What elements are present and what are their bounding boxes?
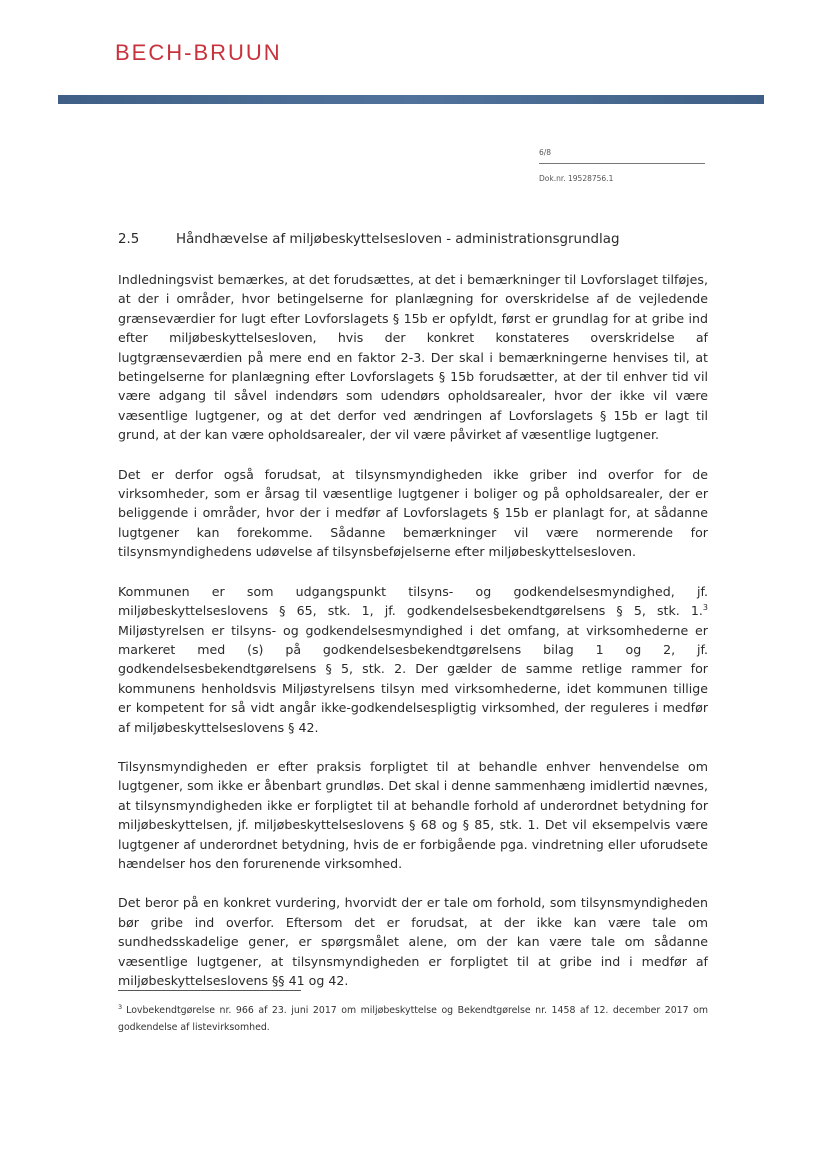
paragraph-3-text-start: Kommunen er som udgangspunkt tilsyns- og godkendelsesmyndighed, jf. miljøbeskyttelseslovens § 65, stk. 1, jf. godkendelsesbekendtgørelsens § 5, stk. 1. — [118, 583, 708, 619]
footnote-reference[interactable]: 3 — [702, 602, 708, 612]
paragraph-4: Tilsynsmyndigheden er efter praksis forpligtet til at behandle enhver henvendelse om lugtgener, som ikke er åbenbart grundløs. Det skal i denne sammenhæng imidlertid nævnes, at tilsynsmyndigheden ikke er forpligtet til at behandle forhold af underordnet betydning for miljøbeskyttelsen, jf. miljøbeskyttelseslovens § 68 og § 85, stk. 1. Det vil eksempelvis være lugtgener af underordnet betydning, hvis de er forbigående pga. vindretning eller uforudsete hændelser hos den forurenende virksomhed. — [118, 758, 708, 871]
paragraph-3-text-end: Miljøstyrelsen er tilsyns- og godkendelsesmyndighed i det omfang, at virksomhederne er markeret med (s) på godkendelsesbekendtgørelsens bilag 1 og 2, jf. godkendelsesbekendtgørelsens § 5, stk. 2. Der gælder de samme retlige rammer for kommunens henholdsvis Miljøstyrelsens tilsyn med virksomhederne, idet kommunen tillige er kompetent for så vidt angår ikke-godkendelsespligtig virksomhed, der reguleres i medfør af miljøbeskyttelseslovens § 42. — [118, 622, 708, 735]
section-title: Håndhævelse af miljøbeskyttelsesloven - administrationsgrundlag — [176, 232, 620, 247]
footnote-divider — [118, 990, 301, 991]
footnote-number: 3 — [118, 1002, 123, 1011]
meta-divider — [539, 163, 705, 164]
page-number: 6/8 — [539, 148, 552, 157]
paragraph-1: Indledningsvist bemærkes, at det forudsættes, at det i bemærkninger til Lovforslaget tilføjes, at der i områder, hvor betingelserne for planlægning for overskridelse af de vejledende grænseværdier for lugt efter Lovforslagets § 15b er opfyldt, først er grundlag for at gribe ind efter miljøbeskyttelsesloven, hvis der konkret konstateres overskridelse af lugtgrænseværdien på mere end en faktor 2-3. Der skal i bemærkningerne henvises til, at betingelserne for planlægning efter Lovforslagets § 15b forudsætter, at der til enhver tid vil være adgang til såvel indendørs som udendørs opholdsarealer, hvor der ikke vil være væsentlige lugtgener, og at det derfor ved ændringen af Lovforslagets § 15b er lagt til grund, at der kan være opholdsarealer, der vil være påvirket af væsentlige lugtgener. — [118, 272, 708, 443]
paragraph-5: Det beror på en konkret vurdering, hvorvidt der er tale om forhold, som tilsynsmyndigheden bør gribe ind overfor. Eftersom det er forudsat, at der ikke kan være tale om sundhedsskadelige gener, er spørgsmålet alene, om der kan være tale om sådanne væsentlige lugtgener, at tilsynsmyndigheden er forpligtet til at gribe ind i medfør af miljøbeskyttelseslovens §§ 41 og 42. — [118, 895, 708, 988]
paragraph-2: Det er derfor også forudsat, at tilsynsmyndigheden ikke griber ind overfor for de virksomheder, som er årsag til væsentlige lugtgener i boliger og på opholdsarealer, der er beliggende i områder, hvor der i medfør af Lovforslagets § 15b er planlagt for, at sådanne lugtgener kan forekomme. Sådanne bemærkninger vil være normerende for tilsynsmyndighedens udøvelse af tilsynsbeføjelserne efter miljøbeskyttelsesloven. — [118, 466, 708, 560]
header-band — [58, 95, 764, 104]
document-number: Dok.nr. 19528756.1 — [539, 174, 614, 183]
footnote — [118, 1002, 708, 1036]
footnote-text: Lovbekendtgørelse nr. 966 af 23. juni 2017 om miljøbeskyttelse og Bekendtgørelse nr. 1458 af 12. december 2017 om godkendelse af listevirksomhed. — [118, 1005, 708, 1033]
section-number: 2.5 — [118, 232, 140, 247]
company-logo: BECH-BRUUN — [115, 40, 282, 65]
document-meta — [539, 148, 705, 183]
document-body — [118, 270, 708, 1010]
section-heading — [118, 232, 619, 247]
paragraph-3 — [118, 582, 708, 737]
